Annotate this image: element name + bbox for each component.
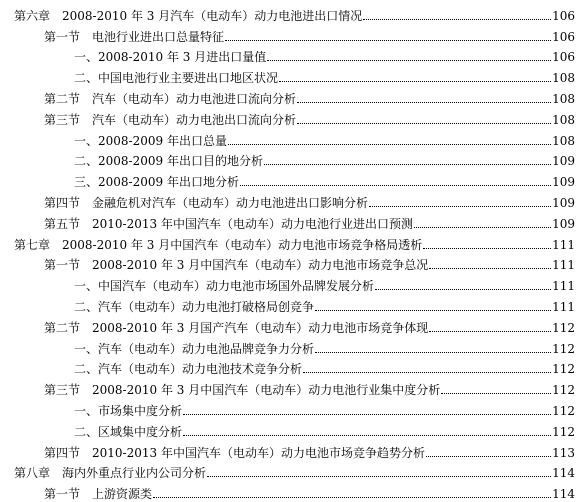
toc-entry[interactable] — [0, 335, 585, 356]
toc-entry[interactable] — [0, 64, 585, 85]
toc-entry-title: 第一节 2008-2010 年 3 月中国汽车（电动车）动力电池市场竞争总况 — [44, 258, 429, 273]
dot-leader — [375, 288, 551, 290]
toc-entry[interactable] — [0, 189, 585, 210]
toc-entry-page: 112 — [552, 383, 575, 398]
toc-entry-title: 第四节 金融危机对汽车（电动车）动力电池进出口影响分析 — [44, 195, 369, 210]
toc-entry[interactable] — [0, 2, 585, 23]
toc-entry-page: 114 — [552, 466, 575, 481]
toc-entry-page: 106 — [552, 8, 575, 23]
dot-leader — [429, 267, 551, 269]
dot-leader — [297, 101, 551, 103]
toc-entry-page: 112 — [552, 362, 575, 377]
toc-entry[interactable] — [0, 272, 585, 293]
dot-leader — [240, 184, 551, 186]
dot-leader — [279, 80, 551, 82]
toc-entry-title: 第一节 电池行业进出口总量特征 — [44, 29, 225, 44]
toc-entry[interactable] — [0, 168, 585, 189]
toc-entry[interactable] — [0, 356, 585, 377]
toc-entry-title: 二、汽车（电动车）动力电池打破格局创竞争 — [74, 299, 315, 314]
toc-entry[interactable] — [0, 85, 585, 106]
toc-entry[interactable] — [0, 148, 585, 169]
toc-entry[interactable] — [0, 210, 585, 231]
toc-entry-title: 第二节 2008-2010 年 3 月国产汽车（电动车）动力电池市场竞争体现 — [44, 320, 429, 335]
toc-entry[interactable] — [0, 314, 585, 335]
toc-entry-page: 111 — [552, 258, 575, 273]
toc-entry-title: 一、中国汽车（电动车）动力电池市场国外品牌发展分析 — [74, 279, 375, 294]
dot-leader — [207, 475, 551, 477]
toc-entry-page: 109 — [552, 154, 575, 169]
toc-entry[interactable] — [0, 252, 585, 273]
toc-entry-title: 第三节 汽车（电动车）动力电池出口流向分析 — [44, 112, 297, 127]
toc-entry[interactable] — [0, 23, 585, 44]
dot-leader — [426, 455, 551, 457]
dot-leader — [267, 59, 551, 61]
toc-entry-page: 108 — [552, 112, 575, 127]
toc-entry-title: 二、中国电池行业主要进出口地区状况 — [74, 71, 279, 86]
toc-entry-title: 第五节 2010-2013 年中国汽车（电动车）动力电池行业进出口预测 — [44, 216, 413, 231]
toc-entry-page: 111 — [552, 237, 575, 252]
toc-entry[interactable] — [0, 231, 585, 252]
toc-entry-page: 106 — [552, 29, 575, 44]
toc-entry[interactable] — [0, 439, 585, 460]
toc-entry-page: 112 — [552, 320, 575, 335]
dot-leader — [363, 18, 551, 20]
toc-entry[interactable] — [0, 418, 585, 439]
toc-entry-title: 第七章 2008-2010 年 3 月中国汽车（电动车）动力电池市场竞争格局透析 — [14, 237, 423, 252]
dot-leader — [183, 413, 551, 415]
toc-entry-page: 112 — [552, 424, 575, 439]
toc-entry-title: 一、2008-2009 年出口总量 — [74, 133, 227, 148]
dot-leader — [315, 351, 551, 353]
toc-entry-title: 三、2008-2009 年出口地分析 — [74, 175, 239, 190]
toc-entry[interactable] — [0, 460, 585, 481]
dot-leader — [153, 496, 551, 498]
toc-entry[interactable] — [0, 397, 585, 418]
toc-entry-page: 111 — [552, 299, 575, 314]
toc-entry-page: 111 — [552, 279, 575, 294]
toc-entry-title: 第二节 汽车（电动车）动力电池进口流向分析 — [44, 91, 297, 106]
toc-entry-page: 108 — [552, 133, 575, 148]
toc-entry-title: 第八章 海内外重点行业内公司分析 — [14, 466, 207, 481]
dot-leader — [315, 309, 551, 311]
toc-entry-title: 第六章 2008-2010 年 3 月汽车（电动车）动力电池进出口情况 — [14, 8, 363, 23]
dot-leader — [183, 434, 551, 436]
toc-entry[interactable] — [0, 293, 585, 314]
toc-entry-title: 一、汽车（电动车）动力电池品牌竞争力分析 — [74, 341, 315, 356]
toc-entry-title: 一、市场集中度分析 — [74, 403, 183, 418]
toc-entry[interactable] — [0, 106, 585, 127]
dot-leader — [225, 39, 551, 41]
toc-entry-page: 114 — [552, 487, 575, 502]
toc-entry-title: 第三节 2008-2010 年 3 月中国汽车（电动车）动力电池行业集中度分析 — [44, 383, 441, 398]
toc-entry-title: 二、区域集中度分析 — [74, 424, 183, 439]
toc-entry[interactable] — [0, 44, 585, 65]
dot-leader — [429, 330, 551, 332]
toc-entry-page: 109 — [552, 195, 575, 210]
toc-entry-page: 106 — [552, 50, 575, 65]
dot-leader — [297, 122, 551, 124]
toc-entry[interactable] — [0, 480, 585, 501]
toc-entry[interactable] — [0, 376, 585, 397]
dot-leader — [441, 392, 551, 394]
toc-entry-title: 第一节 上游资源类 — [44, 487, 153, 502]
toc-entry-page: 112 — [552, 341, 575, 356]
dot-leader — [303, 371, 551, 373]
toc-entry-page: 109 — [552, 175, 575, 190]
dot-leader — [414, 226, 551, 228]
toc-entry-title: 二、2008-2009 年出口目的地分析 — [74, 154, 263, 169]
toc-entry-page: 109 — [552, 216, 575, 231]
dot-leader — [228, 143, 551, 145]
dot-leader — [369, 205, 551, 207]
toc-entry-title: 二、汽车（电动车）动力电池技术竞争分析 — [74, 362, 303, 377]
toc-entry-title: 一、2008-2010 年 3 月进出口量值 — [74, 50, 267, 65]
toc-entry-title: 第四节 2010-2013 年中国汽车（电动车）动力电池市场竞争趋势分析 — [44, 445, 425, 460]
toc-entry-page: 108 — [552, 71, 575, 86]
dot-leader — [423, 247, 551, 249]
toc-entry-page: 113 — [552, 445, 575, 460]
toc-entry-page: 108 — [552, 91, 575, 106]
toc-entry-page: 112 — [552, 403, 575, 418]
dot-leader — [264, 163, 551, 165]
toc-entry[interactable] — [0, 127, 585, 148]
